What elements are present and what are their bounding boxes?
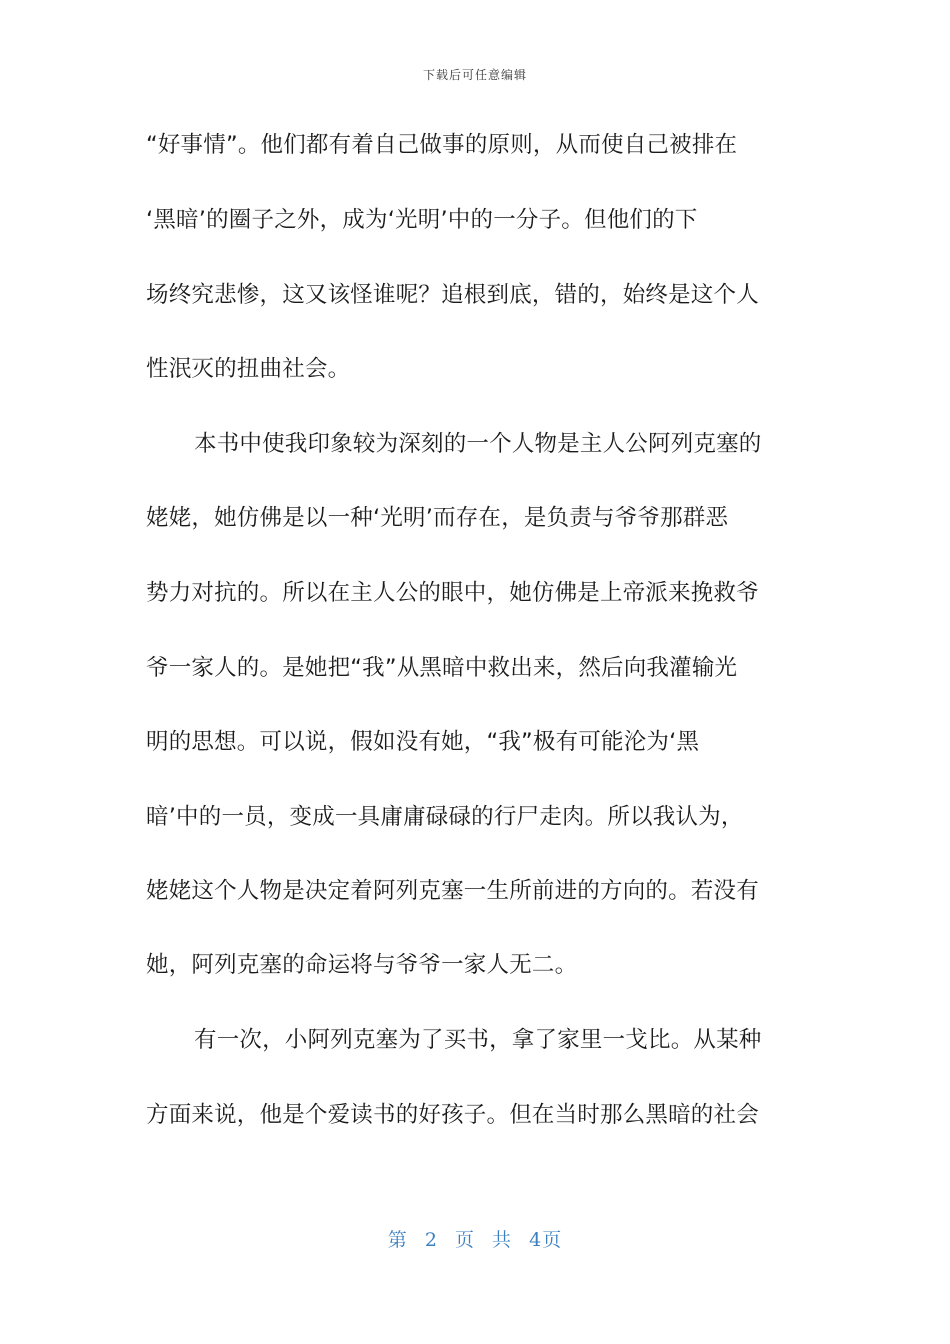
- current-page-number: 2: [424, 1229, 438, 1251]
- text-line: 场终究悲惨，这又该怪谁呢？追根到底，错的，始终是这个人: [146, 282, 759, 308]
- text-line: 势力对抗的。所以在主人公的眼中，她仿佛是上帝派来挽救爷: [146, 580, 759, 606]
- text-line: “好事情”。他们都有着自己做事的原则，从而使自己被排在: [146, 132, 738, 158]
- paragraph-first-line: 本书中使我印象较为深刻的一个人物是主人公阿列克塞的: [194, 431, 762, 457]
- page-label-mid: 页: [454, 1229, 475, 1251]
- text-line: 她，阿列克塞的命运将与爷爷一家人无二。: [146, 952, 578, 978]
- text-line: 明的思想。可以说，假如没有她，“我”极有可能沦为‘黑: [146, 729, 700, 755]
- page-label-prefix: 第: [387, 1229, 408, 1251]
- text-line: 方面来说，他是个爱读书的好孩子。但在当时那么黑暗的社会: [146, 1102, 759, 1128]
- page-header: 下载后可任意编辑: [422, 68, 527, 82]
- total-label-prefix: 共: [492, 1229, 513, 1251]
- paragraph-first-line: 有一次，小阿列克塞为了买书，拿了家里一戈比。从某种: [194, 1027, 762, 1053]
- text-line: 姥姥这个人物是决定着阿列克塞一生所前进的方向的。若没有: [146, 878, 759, 904]
- text-line: 爷一家人的。是她把“我”从黑暗中救出来，然后向我灌输光: [146, 655, 738, 681]
- text-line: 暗’中的一员，变成一具庸庸碌碌的行尸走肉。所以我认为，: [146, 804, 744, 830]
- total-pages: 4页: [529, 1229, 563, 1251]
- text-line: ‘黑暗’的圈子之外，成为‘光明’中的一分子。但他们的下: [146, 207, 698, 233]
- page-footer: [0, 1225, 950, 1252]
- text-line: 姥姥，她仿佛是以一种‘光明’而存在，是负责与爷爷那群恶: [146, 505, 729, 531]
- text-line: 性泯灭的扭曲社会。: [146, 356, 351, 382]
